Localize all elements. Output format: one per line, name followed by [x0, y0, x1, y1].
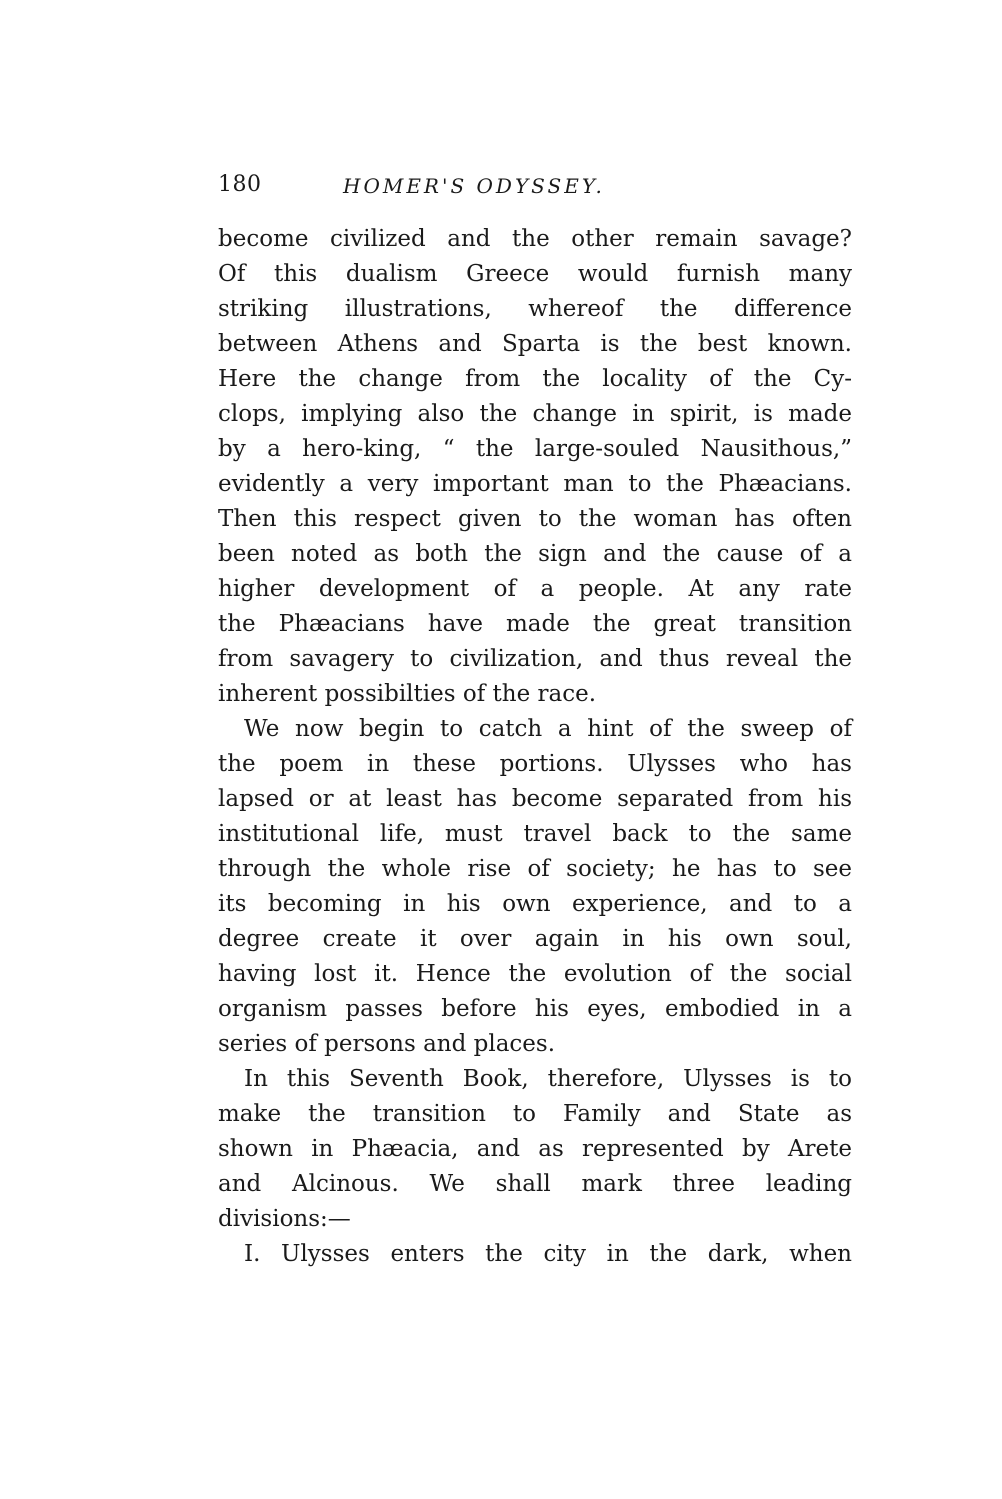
text-line: Of this dualism Greece would furnish many — [218, 261, 852, 287]
text-line: shown in Phæacia, and as represented by Arete — [218, 1136, 852, 1162]
text-line: through the whole rise of society; he has to see — [218, 856, 852, 882]
text-line: having lost it. Hence the evolution of the social — [218, 961, 852, 987]
text-line: We now begin to catch a hint of the sweep of — [244, 716, 852, 742]
running-title: HOMER'S ODYSSEY. — [343, 174, 605, 198]
text-line: by a hero-king, “ the large-souled Nausithous,” — [218, 436, 852, 462]
text-line: clops, implying also the change in spirit, is made — [218, 401, 852, 427]
text-line: striking illustrations, whereof the difference — [218, 296, 852, 322]
text-line: and Alcinous. We shall mark three leading — [218, 1171, 852, 1197]
text-line: institutional life, must travel back to the same — [218, 821, 852, 847]
text-line: inherent possibilties of the race. — [218, 681, 597, 707]
text-line: degree create it over again in his own soul, — [218, 926, 852, 952]
text-line: the poem in these portions. Ulysses who has — [218, 751, 852, 777]
text-line: between Athens and Sparta is the best known. — [218, 331, 852, 357]
text-line: In this Seventh Book, therefore, Ulysses is to — [244, 1066, 852, 1092]
text-line: lapsed or at least has become separated from his — [218, 786, 852, 812]
text-line: evidently a very important man to the Phæacians. — [218, 471, 852, 497]
text-line: been noted as both the sign and the cause of a — [218, 541, 852, 567]
page-number: 180 — [218, 172, 262, 197]
text-line: Here the change from the locality of the Cy- — [218, 366, 852, 392]
text-line: the Phæacians have made the great transition — [218, 611, 852, 637]
text-line: from savagery to civilization, and thus reveal the — [218, 646, 852, 672]
text-line: divisions:— — [218, 1206, 351, 1232]
text-line: organism passes before his eyes, embodied in a — [218, 996, 852, 1022]
text-line: become civilized and the other remain savage? — [218, 226, 852, 252]
body-text — [218, 222, 852, 1272]
text-line: Then this respect given to the woman has often — [218, 506, 852, 532]
text-line: higher development of a people. At any rate — [218, 576, 852, 602]
text-line: make the transition to Family and State as — [218, 1101, 852, 1127]
text-line: I. Ulysses enters the city in the dark, when — [244, 1241, 852, 1267]
text-line: its becoming in his own experience, and to a — [218, 891, 852, 917]
running-head — [218, 172, 858, 202]
text-line: series of persons and places. — [218, 1031, 556, 1057]
